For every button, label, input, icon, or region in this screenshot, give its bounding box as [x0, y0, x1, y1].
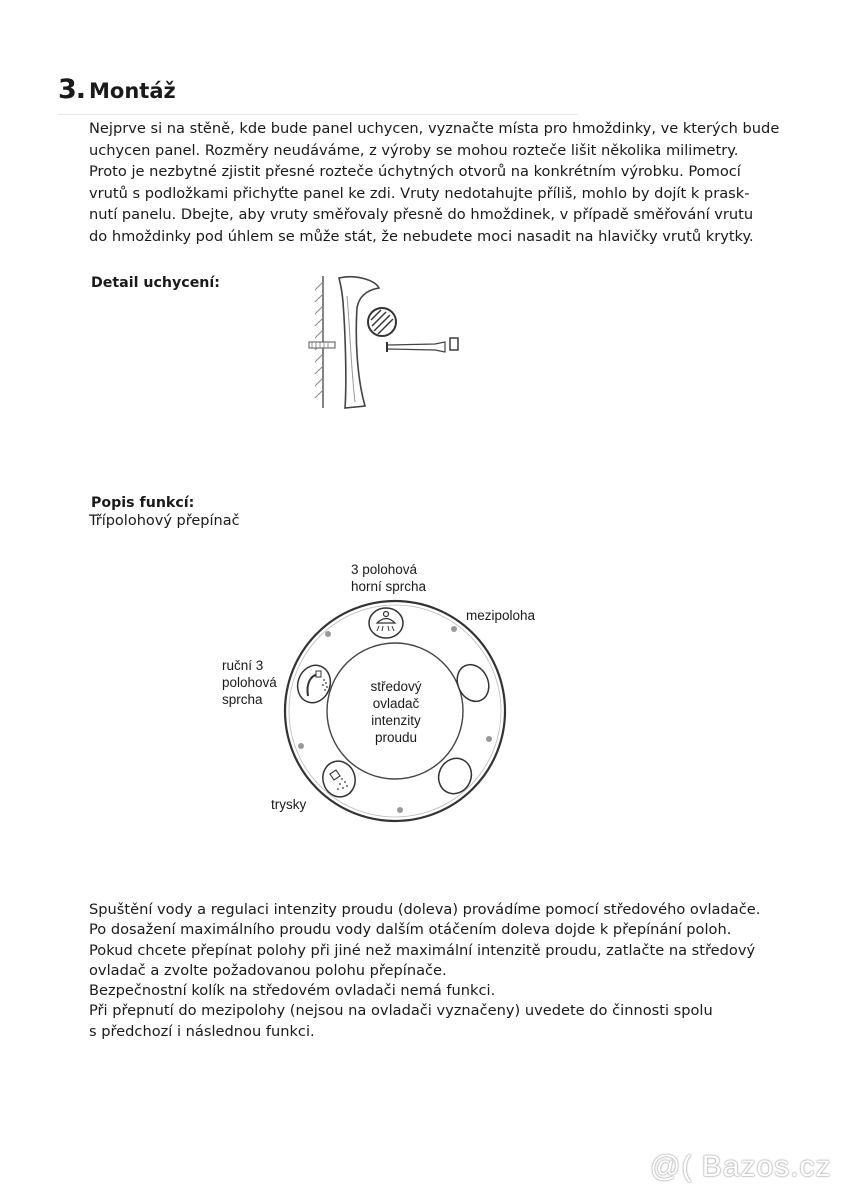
intro-line: Nejprve si na stěně, kde bude panel uchycen, vyznačte místa pro hmoždinky, ve kterých bude [89, 120, 780, 137]
intro-line: vrutů s podložkami přichyťte panel ke zdi. Vruty nedotahujte příliš, mohlo by dojít k prask- [89, 184, 750, 202]
label-hand-shower-line2: polohová [222, 675, 277, 690]
label-hand-shower-line3: sprcha [222, 692, 263, 707]
outro-line: Při přepnutí do mezipolohy (nejsou na ovladači vyznačeny) uvedete do činnosti spolu [89, 1002, 713, 1020]
center-knob-label [330, 678, 462, 746]
outro-line: Pokud chcete přepínat polohy při jiné než maximální intenzitě proudu, zatlačte na středový [89, 941, 756, 959]
intro-line: Proto je nezbytné zjistit přesné rozteče úchytných otvorů na konkrétním výrobku. Pomocí [89, 163, 741, 180]
outro-line: s předchozí i následnou funkci. [89, 1022, 315, 1040]
section-title: Montáž [89, 79, 176, 103]
center-label-line: intenzity [371, 713, 421, 728]
label-jets: trysky [271, 797, 307, 812]
label-top-shower-line1: 3 polohová [351, 562, 418, 577]
position-dot [397, 807, 403, 813]
outro-line: Spuštění vody a regulaci intenzity proudu (doleva) provádíme pomocí středového ovladače. [89, 901, 761, 918]
outro-paragraph [89, 900, 761, 1042]
label-hand-shower-line1: ruční 3 [222, 658, 264, 673]
mounting-detail-illustration [295, 268, 475, 418]
position-dot [486, 736, 492, 742]
label-intermediate: mezipoloha [466, 608, 536, 623]
label-top-shower-line2: horní sprcha [351, 579, 427, 594]
center-label-line: ovladač [372, 696, 420, 711]
intro-line: uchycen panel. Rozměry neudáváme, z výroby se mohou rozteče lišit několika milimetry. [89, 141, 739, 159]
position-dot [298, 743, 304, 749]
position-dot [325, 631, 331, 637]
outro-line: Po dosažení maximálního proudu vody dalším otáčením doleva dojde k přepínání poloh. [89, 921, 732, 939]
detail-label: Detail uchycení: [91, 275, 220, 291]
bazos-watermark: @( Bazos.cz [650, 1150, 832, 1183]
center-label-line: proudu [374, 730, 418, 745]
heading-divider [58, 114, 578, 115]
position-dot [451, 626, 457, 632]
section-number: 3. [58, 74, 86, 105]
functions-subtitle: Třípolohový přepínač [89, 513, 240, 529]
center-label-line: středový [370, 679, 422, 694]
overhead-shower-icon [369, 608, 403, 638]
intro-paragraph [89, 118, 780, 247]
outro-line: Bezpečnostní kolík na středovém ovladači nemá funkci. [89, 982, 496, 1000]
functions-label: Popis funkcí: [91, 495, 195, 511]
intro-line: nutí panelu. Dbejte, aby vruty směřovaly přesně do hmoždinek, v případě směřování vrutu [89, 206, 754, 223]
intro-line: do hmoždinky pod úhlem se může stát, že nebudete moci nasadit na hlavičky vrutů krytky. [89, 227, 754, 245]
outro-line: ovladač a zvolte požadovanou polohu přepínače. [89, 961, 447, 979]
